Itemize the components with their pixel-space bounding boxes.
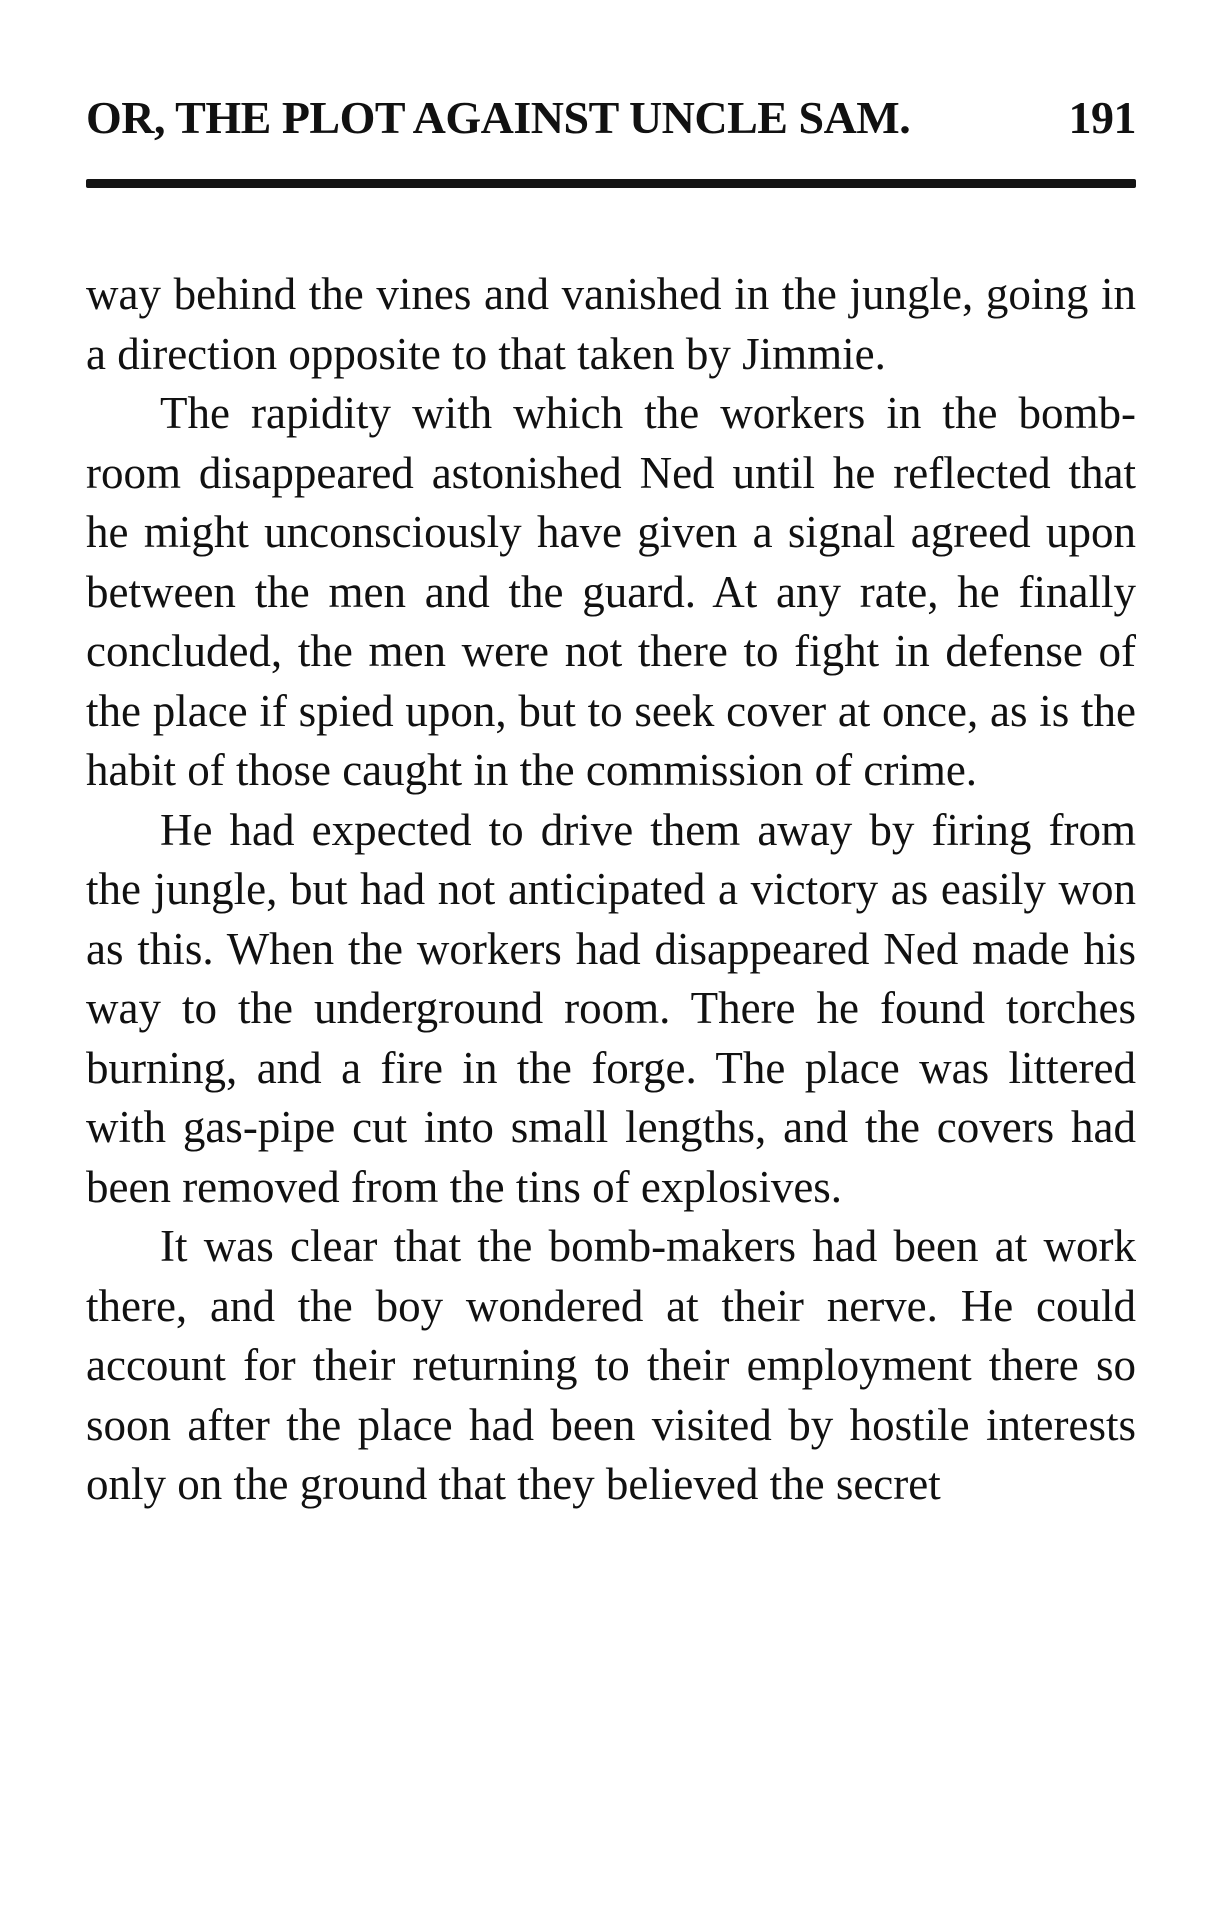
paragraph-continuation: way behind the vines and vanished in the jungle, going in a direction opposite to that taken by Jimmie.: [86, 269, 1136, 379]
page-number: 191: [1068, 92, 1136, 143]
running-title: OR, THE PLOT AGAINST UNCLE SAM.: [86, 92, 911, 143]
running-head: [86, 88, 1136, 148]
paragraph: It was clear that the bomb-makers had been at work there, and the boy wondered at their nerve. He could account for their returning to their employment there so soon after the place had been visited by hostile interests only on the ground that they believed the secret: [86, 1221, 1136, 1509]
paragraph: He had expected to drive them away by firing from the jungle, but had not anticipated a victory as easily won as this. When the workers had disappeared Ned made his way to the underground room. There he found torches burning, and a fire in the forge. The place was littered with gas-pipe cut into small lengths, and the covers had been removed from the tins of explosives.: [86, 804, 1136, 1212]
body-text: [86, 265, 1136, 1515]
header-rule: [86, 179, 1136, 188]
paragraph: The rapidity with which the workers in the bomb-room disappeared astonished Ned until he reflected that he might unconsciously have given a signal agreed upon between the men and the guard. At any rate, he finally concluded, the men were not there to fight in defense of the place if spied upon, but to seek cover at once, as is the habit of those caught in the commission of crime.: [86, 388, 1136, 795]
